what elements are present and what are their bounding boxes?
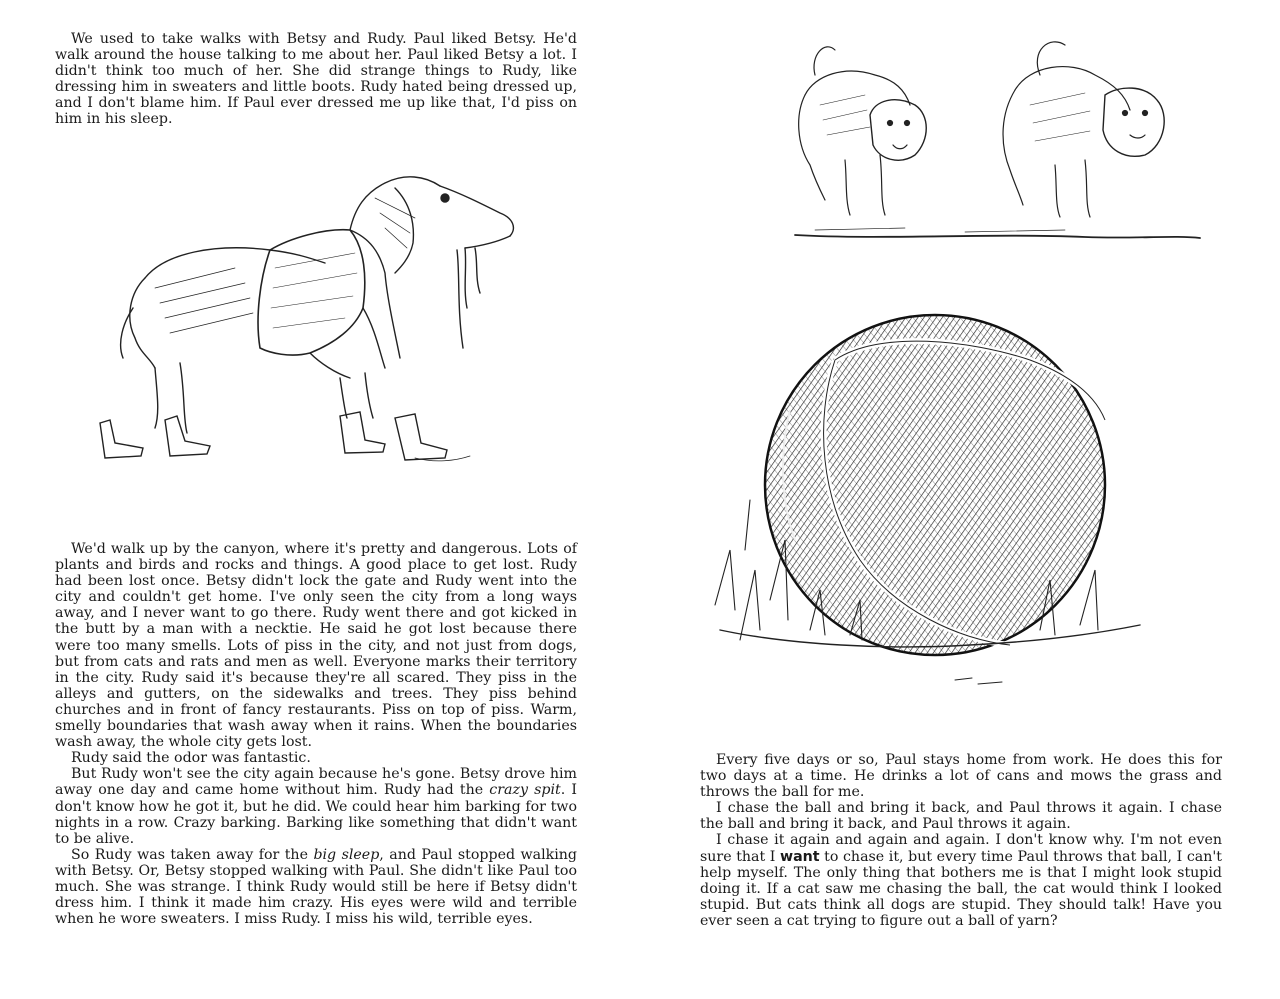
paragraph: But Rudy won't see the city again because he's gone. Betsy drove him away one day and came home without him. Rudy had the crazy spit. I don't know how he got it, but he did. We could hear him barking for two nights in a row. Crazy barking. Barking like something that didn't want to be alive. [55, 766, 577, 847]
paragraph: So Rudy was taken away for the big sleep, and Paul stopped walking with Betsy. Or, Betsy stopped walking with Paul. She didn't like Paul too much. She was strange. I think Rudy would still be here if Betsy didn't dress him. I think it made him crazy. His eyes were wild and terrible when he wore sweaters. I miss Rudy. I miss his wild, terrible eyes. [55, 846, 578, 928]
two-dogs-running-illustration [785, 35, 1205, 255]
text-block-intro [55, 31, 577, 128]
paragraph: We used to take walks with Betsy and Rudy. Paul liked Betsy. He'd walk around the house talking to me about her. Paul liked Betsy a lot. I didn't think too much of her. She did strange things to Rudy, like dressing him in sweaters and little boots. Rudy hated being dressed up, and I don't blame him. If Paul ever dressed me up like that, I'd piss on him in his sleep. [55, 31, 577, 128]
dog-in-sweater-illustration [95, 158, 535, 488]
paragraph: Rudy said the odor was fantastic. [71, 750, 311, 767]
tennis-ball-illustration [710, 300, 1150, 700]
paragraph: Every five days or so, Paul stays home from work. He does this for two days at a time. He drinks a lot of cans and mows the grass and throws the ball for me. [700, 752, 1222, 801]
text-block-ball [700, 752, 1222, 929]
paragraph: I chase the ball and bring it back, and Paul throws it again. I chase the ball and bring it back, and Paul throws it again. [700, 800, 1222, 833]
paragraph: I chase it again and again and again. I don't know why. I'm not even sure that I want to chase it, but every time Paul throws that ball, I can't help myself. The only thing that bothers me is that I might look stupid doing it. If a cat saw me chasing the ball, the cat would think I looked stupid. But cats think all dogs are stupid. They should talk! Have you ever seen a cat trying to figure out a ball of yarn? [700, 832, 1222, 929]
paragraph: We'd walk up by the canyon, where it's pretty and dangerous. Lots of plants and birds and rocks and things. A good place to get lost. Rudy had been lost once. Betsy didn't lock the gate and Rudy went into the city and couldn't get home. I've only seen the city from a long ways away, and I never want to go there. Rudy went there and got kicked in the butt by a man with a necktie. He said he got lost because there were too many smells. Lots of piss in the city, and not just from dogs, but from cats and rats and men as well. Everyone marks their territory in the city. Rudy said it's because they're all scared. They piss in the alleys and gutters, on the sidewalks and trees. They piss behind churches and in front of fancy restaurants. Piss on top of piss. Warm, smelly boundaries that wash away when it rains. When the boundaries wash away, the whole city gets lost. [55, 541, 577, 751]
text-block-canyon [55, 541, 577, 927]
